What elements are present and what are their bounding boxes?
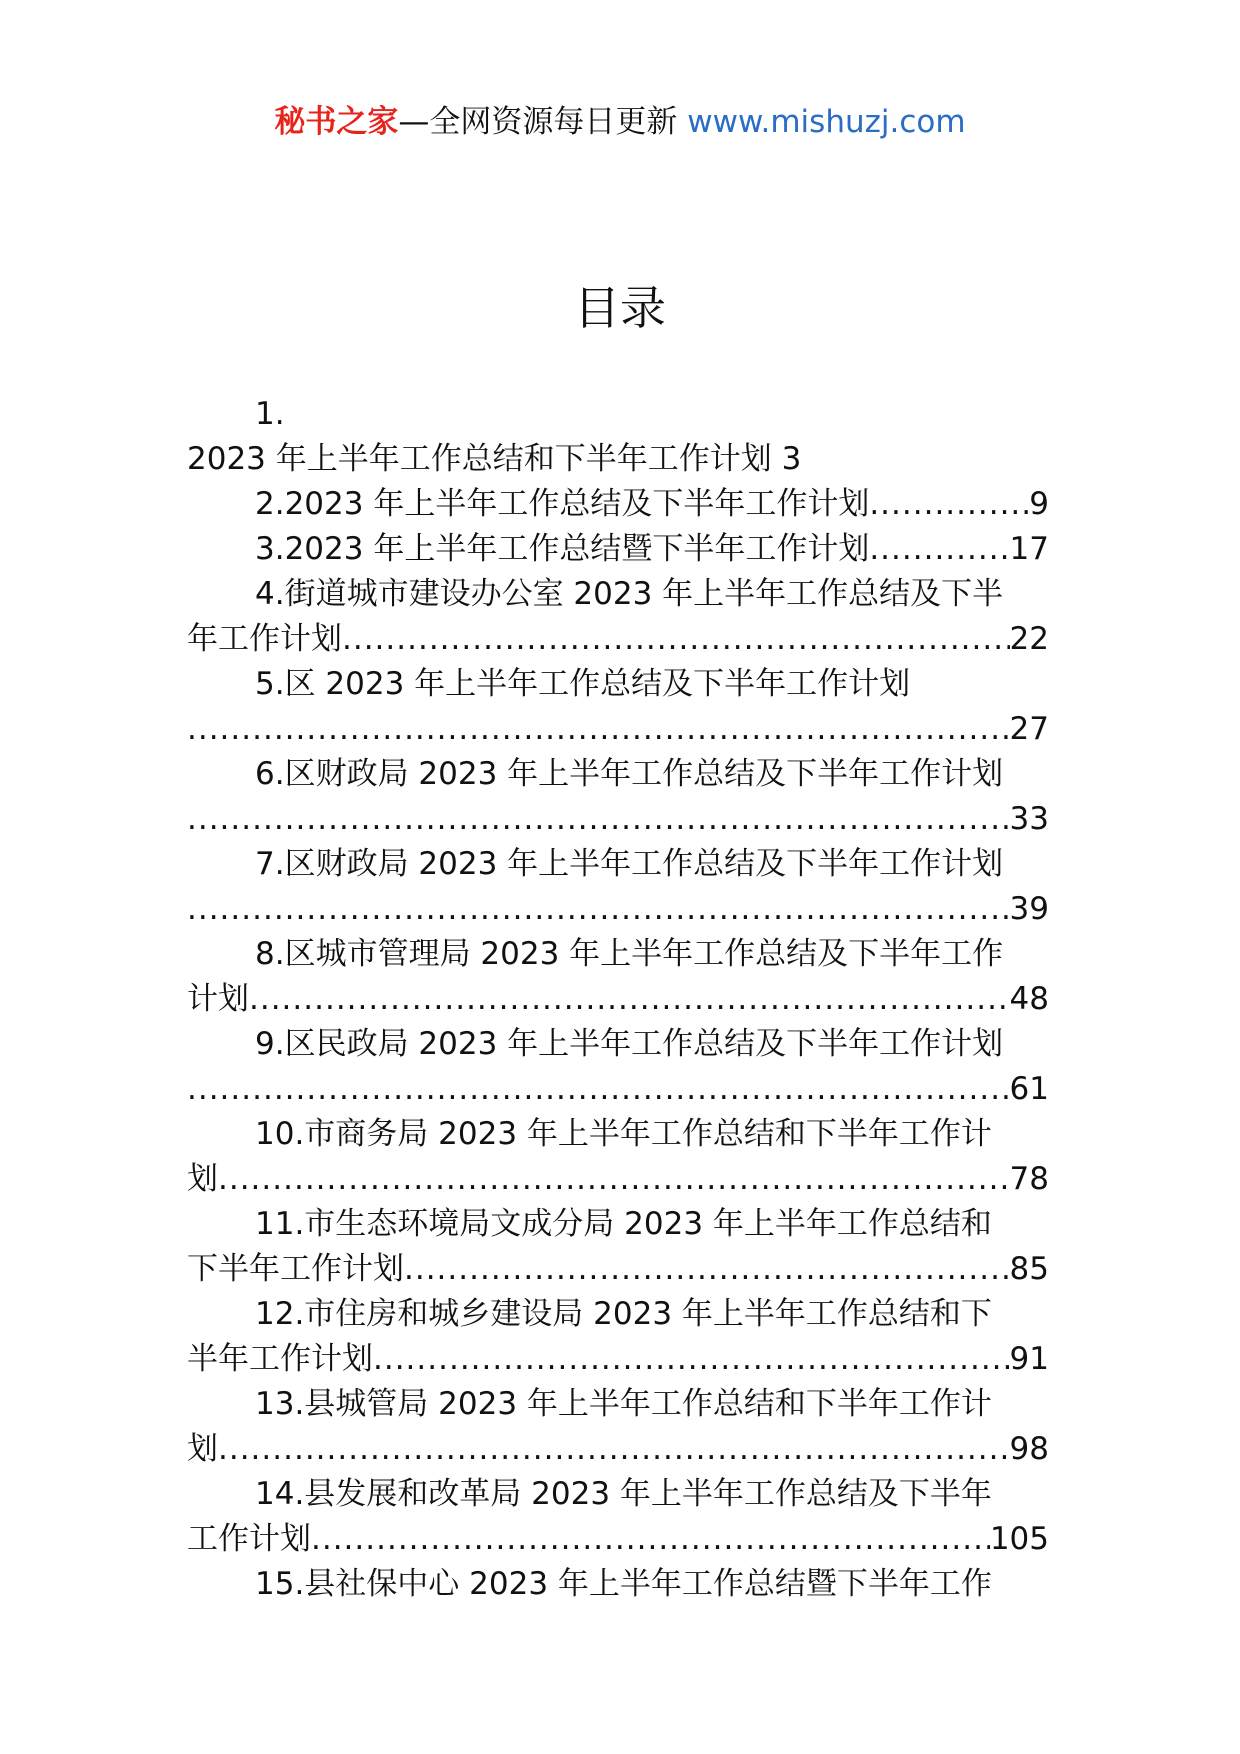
toc-entry-11[interactable] <box>187 1202 1049 1292</box>
toc-entry-text: 2.2023 年上半年工作总结及下半年工作计划 <box>255 486 870 522</box>
toc-entry-3[interactable] <box>187 527 1049 572</box>
leader-dots <box>187 887 1010 932</box>
toc-entry-text-cont: 划 <box>187 1161 218 1197</box>
toc-page-number: 17 <box>1009 531 1049 567</box>
toc-entry-text: 10.市商务局 2023 年上半年工作总结和下半年工作计 <box>255 1116 992 1152</box>
toc-entry-text-cont: 年工作计划 <box>187 621 342 657</box>
brand-name: 秘书之家 <box>274 104 399 140</box>
toc-entry-4[interactable] <box>187 572 1049 662</box>
header-banner <box>0 100 1240 144</box>
website-link[interactable]: www.mishuzj.com <box>687 104 966 140</box>
toc-entry-7[interactable] <box>187 842 1049 932</box>
toc-entry-text: 14.县发展和改革局 2023 年上半年工作总结及下半年 <box>255 1476 992 1512</box>
toc-page-number: 98 <box>1009 1431 1049 1467</box>
leader-dots <box>218 1157 1010 1202</box>
toc-page-number: 105 <box>989 1521 1049 1557</box>
toc-entry-15[interactable] <box>187 1562 1049 1607</box>
toc-entry-6[interactable] <box>187 752 1049 842</box>
toc-entry-text: 5.区 2023 年上半年工作总结及下半年工作计划 <box>255 666 911 702</box>
toc-entry-10[interactable] <box>187 1112 1049 1202</box>
tagline: —全网资源每日更新 <box>398 104 688 140</box>
toc-entry-12[interactable] <box>187 1292 1049 1382</box>
toc-entry-text: 8.区城市管理局 2023 年上半年工作总结及下半年工作 <box>255 936 1004 972</box>
toc-page-number: 22 <box>1009 621 1049 657</box>
toc-entry-number: 1. <box>255 396 285 432</box>
leader-dots <box>218 1427 1010 1472</box>
page-title: 目录 <box>574 281 666 335</box>
leader-dots <box>187 707 1010 752</box>
toc-entry-text: 4.街道城市建设办公室 2023 年上半年工作总结及下半 <box>255 576 1004 612</box>
leader-dots <box>404 1247 1010 1292</box>
toc-entry-text-cont: 划 <box>187 1431 218 1467</box>
toc-entry-14[interactable] <box>187 1472 1049 1562</box>
toc-page-number: 27 <box>1009 711 1049 747</box>
toc-entry-text: 6.区财政局 2023 年上半年工作总结及下半年工作计划 <box>255 756 1004 792</box>
toc-entry-text: 11.市生态环境局文成分局 2023 年上半年工作总结和 <box>255 1206 992 1242</box>
toc-entry-8[interactable] <box>187 932 1049 1022</box>
toc-entry-text: 3.2023 年上半年工作总结暨下半年工作计划 <box>255 531 870 567</box>
toc-entry-text-cont: 下半年工作计划 <box>187 1251 404 1287</box>
toc-entry-text-cont: 半年工作计划 <box>187 1341 373 1377</box>
toc-page-number: 39 <box>1009 891 1049 927</box>
toc-entry-13[interactable] <box>187 1382 1049 1472</box>
toc-entry-9[interactable] <box>187 1022 1049 1112</box>
table-of-contents <box>187 392 1049 1607</box>
leader-dots <box>373 1337 1010 1382</box>
toc-entry-text: 7.区财政局 2023 年上半年工作总结及下半年工作计划 <box>255 846 1004 882</box>
leader-dots <box>869 527 1009 572</box>
toc-entry-text-cont: 计划 <box>187 981 249 1017</box>
leader-dots <box>187 1067 1010 1112</box>
leader-dots <box>187 797 1010 842</box>
toc-entry-text: 9.区民政局 2023 年上半年工作总结及下半年工作计划 <box>255 1026 1004 1062</box>
toc-entry-2[interactable] <box>187 482 1049 527</box>
leader-dots <box>249 977 1010 1022</box>
toc-entry-1[interactable] <box>187 392 1049 482</box>
toc-entry-text: 15.县社保中心 2023 年上半年工作总结暨下半年工作 <box>255 1566 992 1602</box>
toc-page-number: 78 <box>1009 1161 1049 1197</box>
toc-page-number: 48 <box>1009 981 1049 1017</box>
leader-dots <box>342 617 1010 662</box>
toc-entry-text: 13.县城管局 2023 年上半年工作总结和下半年工作计 <box>255 1386 992 1422</box>
toc-page-number: 33 <box>1009 801 1049 837</box>
toc-entry-text-cont: 工作计划 <box>187 1521 311 1557</box>
toc-entry-5[interactable] <box>187 662 1049 752</box>
toc-page-number: 91 <box>1009 1341 1049 1377</box>
toc-entry-text: 2023 年上半年工作总结和下半年工作计划 3 <box>187 441 802 477</box>
toc-entry-text: 12.市住房和城乡建设局 2023 年上半年工作总结和下 <box>255 1296 992 1332</box>
toc-page-number: 61 <box>1009 1071 1049 1107</box>
toc-page-number: 9 <box>1029 486 1049 522</box>
toc-page-number: 85 <box>1009 1251 1049 1287</box>
leader-dots <box>311 1517 990 1562</box>
leader-dots <box>869 482 1029 527</box>
